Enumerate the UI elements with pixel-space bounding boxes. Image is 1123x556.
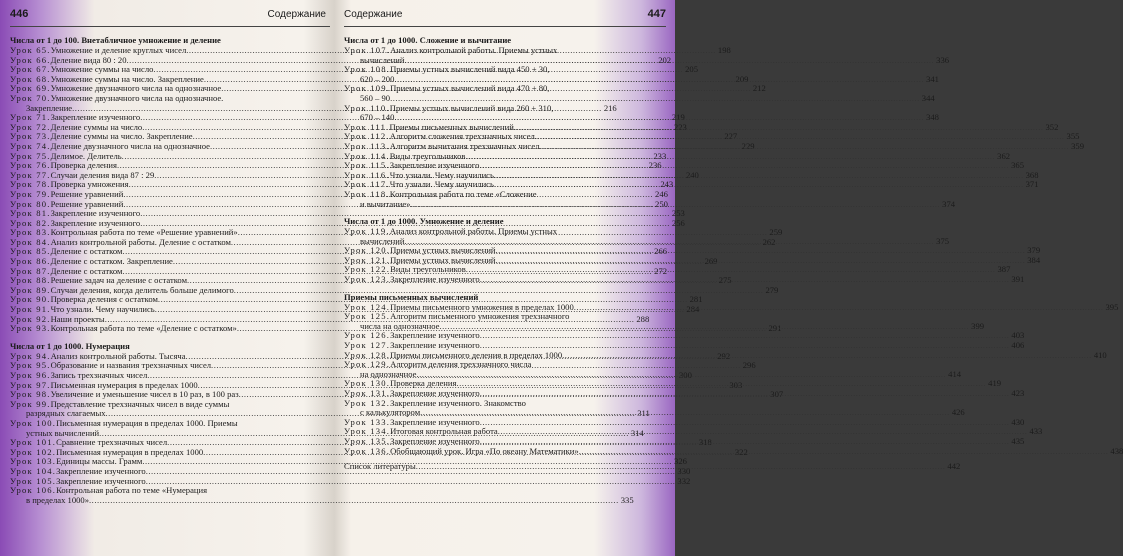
lesson-label: Урок 113.: [344, 140, 390, 151]
lesson-label: Урок 93.: [10, 323, 51, 334]
lesson-title: Проверка деления: [390, 378, 457, 389]
page-number: 259: [769, 227, 783, 238]
page-number: 365: [1011, 160, 1024, 171]
lesson-title: Единицы массы. Грамм: [56, 456, 143, 467]
lesson-title: Итоговая контрольная работа: [390, 426, 498, 437]
lesson-title: Представление трехзначных чисел в виде суммы: [50, 398, 230, 409]
lesson-title: Решение уравнений: [50, 188, 124, 199]
lesson-title: Проверка деления: [50, 160, 117, 171]
lesson-label: Урок 65.: [10, 45, 51, 55]
lesson-label: Урок 106.: [10, 485, 57, 496]
lesson-title: Закрепление изученного: [390, 274, 480, 285]
lesson-label: Урок 109.: [344, 83, 391, 94]
lesson-title: и вычитание»: [360, 198, 411, 209]
page-number: 279: [765, 284, 779, 295]
lesson-label: Урок 130.: [344, 378, 391, 389]
lesson-title: Контрольная работа по теме «Нумерация: [56, 485, 208, 496]
lesson-title: Закрепление изученного: [390, 330, 480, 341]
lesson-label: Урок 81.: [10, 208, 51, 219]
page-number: 341: [926, 73, 939, 84]
lesson-label: Урок 121.: [344, 254, 391, 265]
lesson-title: Умножение суммы на число. Закрепление: [50, 73, 204, 84]
lesson-label: Урок 67.: [10, 64, 51, 75]
lesson-title: Приемы письменного умножения в пределах 1000: [390, 301, 574, 312]
lesson-label: Урок 76.: [10, 160, 51, 171]
page-number: 209: [735, 73, 749, 84]
lesson-label: Урок 117.: [344, 179, 390, 190]
lesson-label: Урок 89.: [10, 284, 51, 295]
lesson-title: Приемы письменных вычислений: [389, 121, 514, 132]
page-number: 229: [741, 140, 755, 151]
lesson-title: Что узнали. Чему научились: [389, 169, 494, 180]
page-number: 371: [1025, 179, 1039, 190]
page-number: 288: [636, 313, 650, 324]
page-number: 284: [686, 304, 700, 315]
lesson-title: вычислений: [360, 235, 405, 246]
page-number: 433: [1029, 426, 1043, 437]
lesson-label: Урок 103.: [10, 456, 57, 467]
lesson-label: Урок 122.: [344, 264, 391, 275]
page-number: 212: [752, 83, 766, 94]
lesson-label: Урок 72.: [10, 121, 51, 132]
lesson-title: Алгоритм письменного умножения трехзначного: [390, 311, 570, 322]
page-number: 336: [936, 54, 950, 65]
lesson-label: Урок 129.: [344, 359, 391, 370]
page-number: 198: [717, 45, 731, 55]
lesson-title: числа на однозначное: [360, 320, 440, 331]
lesson-title: Что узнали. Чему научились: [50, 304, 155, 315]
bibliography-page: 442: [947, 461, 961, 472]
page-number: 227: [724, 131, 738, 142]
leader-dots: [574, 303, 1104, 313]
lesson-title: Обобщающий урок. Игра «По океану Математики»: [390, 445, 579, 456]
lesson-title: Анализ контрольной работы. Тысяча: [50, 350, 186, 361]
page-number: 374: [942, 198, 956, 209]
leader-dots: [480, 389, 1010, 399]
lesson-label: Урок 84.: [10, 236, 51, 247]
lesson-label: Урок 99.: [10, 398, 51, 409]
lesson-title: Приемы письменного деления в пределах 1000: [390, 349, 563, 360]
lesson-title: Приемы устных вычислений вида 450 + 30,: [390, 64, 550, 75]
lesson-label: Урок 132.: [344, 397, 391, 408]
lesson-title: Деление суммы на число: [50, 121, 143, 132]
page-number: 403: [1011, 330, 1025, 341]
lesson-title: Деление с остатком: [50, 246, 123, 257]
page-number: 355: [1066, 131, 1080, 142]
page-number: 368: [1025, 169, 1039, 180]
lesson-title: Приемы устных вычислений: [390, 245, 496, 256]
lesson-label: Урок 120.: [344, 245, 391, 256]
lesson-title: Закрепление изученного: [56, 475, 146, 486]
lesson-label: Урок 95.: [10, 360, 51, 371]
section-heading: Числа от 1 до 1000. Умножение и деление: [344, 216, 504, 227]
lesson-title: Деление суммы на число. Закрепление: [50, 131, 193, 142]
page-number: 335: [620, 494, 634, 505]
page-number: 423: [1011, 388, 1025, 398]
lesson-title: Случаи деления вида 87 : 29: [50, 169, 155, 180]
lesson-label: Урок 77.: [10, 169, 51, 180]
lesson-title: на однозначное: [360, 368, 417, 379]
page-number: 300: [678, 370, 692, 380]
lesson-title: Деление двузначного числа на однозначное: [50, 140, 210, 151]
page-number: 272: [654, 265, 668, 276]
lesson-title: Решение уравнений: [50, 198, 124, 209]
page-number: 233: [653, 150, 667, 161]
page-number: 387: [997, 264, 1011, 275]
page-number: 243: [660, 179, 674, 190]
page-number: 240: [685, 169, 699, 180]
lesson-label: Урок 80.: [10, 198, 51, 209]
left-running-head: Содержание: [267, 9, 326, 20]
lesson-label: Урок 96.: [10, 370, 51, 380]
lesson-label: Урок 88.: [10, 275, 51, 286]
lesson-label: Урок 110.: [344, 102, 390, 113]
lesson-title: Контрольная работа по теме «Решение уравнений»: [50, 227, 238, 238]
leader-dots: [562, 351, 1092, 361]
page-number: 326: [674, 456, 687, 467]
leader-dots: [579, 447, 1109, 457]
page-number: 395: [1105, 301, 1119, 312]
left-page-header: [10, 8, 330, 27]
lesson-label: Урок 133.: [344, 416, 391, 427]
page-number: 303: [729, 379, 743, 390]
lesson-label: Урок 73.: [10, 131, 51, 142]
lesson-label: Урок 82.: [10, 217, 51, 228]
page-number: 311: [637, 408, 650, 419]
lesson-label: Урок 79.: [10, 188, 51, 199]
page-number: 384: [1027, 254, 1041, 265]
lesson-title: Закрепление изученного: [390, 388, 480, 398]
lesson-title: Наши проекты: [50, 313, 105, 324]
page-number: 330: [677, 465, 691, 476]
lesson-title: Приемы устных вычислений вида 260 + 310,: [389, 102, 554, 113]
page-number: 399: [971, 320, 985, 331]
lesson-title: Письменная нумерация в пределах 1000: [56, 446, 204, 457]
lesson-title: Контрольная работа по теме «Сложение: [389, 188, 537, 199]
page-number: 410: [1093, 349, 1107, 360]
toc-entry: [344, 397, 965, 418]
lesson-label: Урок 128.: [344, 349, 391, 360]
lesson-label: Урок 68.: [10, 73, 51, 84]
page-number: 291: [768, 323, 782, 334]
lesson-label: Урок 126.: [344, 330, 391, 341]
lesson-title: Образование и названия трехзначных чисел: [50, 360, 212, 371]
page-number: 296: [742, 360, 756, 371]
lesson-label: Урок 104.: [10, 465, 57, 476]
page-number: 318: [698, 437, 712, 448]
lesson-title: Закрепление изученного: [390, 435, 480, 446]
page-number: 246: [655, 188, 668, 199]
page-number: 223: [673, 121, 687, 132]
left-page-number: 446: [10, 8, 29, 20]
page-number: 322: [734, 446, 748, 457]
toc-entry: [344, 188, 956, 209]
lesson-label: Урок 118.: [344, 188, 390, 199]
page-number: 262: [762, 236, 776, 247]
lesson-title: Анализ контрольной работы. Деление с остатком: [50, 236, 231, 247]
lesson-label: Урок 131.: [344, 388, 391, 398]
lesson-title: Алгоритм вычитания трехзначных чисел: [389, 140, 540, 151]
lesson-title: Закрепление изученного. Знакомство: [390, 397, 526, 408]
section-gap: [10, 334, 330, 339]
lesson-label: Урок 69.: [10, 83, 51, 94]
lesson-label: Урок 107.: [344, 45, 391, 55]
lesson-label: Урок 83.: [10, 227, 51, 238]
lesson-title: Приемы устных вычислений: [390, 254, 496, 265]
toc-entry-line: [344, 198, 956, 210]
lesson-title: 560 – 90: [360, 92, 391, 103]
section-heading: Числа от 1 до 100. Внетабличное умножение и деление: [10, 35, 221, 45]
lesson-title: Запись трехзначных чисел: [50, 370, 148, 380]
lesson-title: вычислений: [360, 54, 405, 65]
section-heading: Числа от 1 до 1000. Нумерация: [10, 340, 130, 351]
lesson-title: Анализ контрольной работы. Приемы устных: [390, 45, 558, 55]
lesson-label: Урок 119.: [344, 226, 390, 237]
lesson-title: Анализ контрольной работы. Приемы устных: [389, 226, 558, 237]
lesson-title: Закрепление изученного: [50, 217, 141, 228]
lesson-title: в пределах 1000»: [26, 494, 90, 505]
page-number: 438: [1110, 445, 1123, 456]
lesson-label: Урок 101.: [10, 437, 57, 448]
toc-entry-line: [10, 494, 634, 506]
lesson-title: Алгоритм деления трехзначного числа: [390, 359, 532, 370]
section-gap: [344, 209, 666, 214]
page-number: 266: [654, 246, 668, 257]
lesson-label: Урок 94.: [10, 350, 51, 361]
page-number: 292: [717, 350, 731, 361]
lesson-title: Закрепление изученного: [50, 208, 141, 219]
right-page-header: [344, 8, 666, 27]
page-number: 419: [988, 378, 1002, 389]
lesson-title: Увеличение и уменьшение чисел в 10 раз, в 100 раз: [50, 389, 239, 400]
section-heading: Приемы письменных вычислений: [344, 291, 479, 302]
page-number: 362: [997, 150, 1011, 161]
lesson-label: Урок 85.: [10, 246, 51, 257]
lesson-title: с калькулятором: [360, 407, 421, 418]
leader-dots: [416, 462, 946, 472]
page-number: 391: [1011, 274, 1025, 285]
lesson-label: Урок 125.: [344, 311, 391, 322]
lesson-label: Урок 124.: [344, 301, 391, 312]
lesson-title: Умножение и деление круглых чисел: [50, 45, 187, 55]
page-number: 379: [1027, 245, 1041, 256]
lesson-label: Урок 115.: [344, 160, 390, 171]
page-number: 202: [658, 54, 672, 65]
lesson-label: Урок 86.: [10, 256, 51, 267]
page-number: 435: [1011, 435, 1025, 446]
page-number: 253: [671, 208, 685, 219]
right-running-head: Содержание: [344, 9, 403, 20]
lesson-label: Урок 123.: [344, 274, 391, 285]
lesson-title: Закрепление изученного: [56, 465, 146, 476]
page-number: 250: [655, 198, 668, 209]
leader-dots: [410, 200, 940, 210]
page-number: 256: [671, 217, 685, 228]
page-number: 375: [936, 235, 950, 246]
lesson-title: Контрольная работа по теме «Деление с остатком»: [50, 323, 237, 334]
page-number: 307: [770, 389, 784, 400]
lesson-label: Урок 70.: [10, 92, 51, 103]
page-number: 219: [671, 112, 685, 123]
lesson-label: Урок 134.: [344, 426, 391, 437]
lesson-title: Закрепление изученного: [390, 416, 480, 427]
lesson-title: Закрепление: [26, 102, 73, 113]
page-number: 426: [951, 407, 965, 418]
lesson-title: разрядных слагаемых: [26, 408, 106, 419]
lesson-title: Проверка умножения: [50, 179, 129, 190]
toc-entry: [10, 485, 634, 505]
page-number: 430: [1011, 416, 1025, 427]
lesson-title: Алгоритм сложения трехзначных чисел: [389, 131, 535, 142]
page-number: 406: [1011, 340, 1025, 351]
lesson-title: Письменная нумерация в пределах 1000. Приемы: [56, 417, 238, 428]
lesson-label: Урок 102.: [10, 446, 57, 457]
section-heading: Числа от 1 до 1000. Сложение и вычитание: [344, 35, 512, 45]
leader-dots: [494, 180, 1024, 190]
lesson-title: Деление вида 80 : 20: [50, 54, 127, 65]
lesson-title: Письменная нумерация в пределах 1000: [50, 379, 198, 390]
lesson-title: Закрепление изученного: [50, 112, 141, 123]
leader-dots: [480, 275, 1010, 285]
lesson-label: Урок 66.: [10, 54, 51, 65]
lesson-title: Деление с остатком. Закрепление: [50, 256, 173, 267]
page-number: 281: [689, 294, 703, 305]
lesson-label: Урок 136.: [344, 445, 391, 456]
page-number: 359: [1071, 140, 1085, 151]
lesson-label: Урок 100.: [10, 417, 57, 428]
lesson-label: Урок 127.: [344, 340, 391, 351]
lesson-label: Урок 91.: [10, 304, 51, 315]
lesson-label: Урок 97.: [10, 379, 51, 390]
page-number: 216: [603, 102, 617, 113]
lesson-title: Закрепление изученного: [389, 160, 480, 171]
lesson-title: 670 – 140: [360, 112, 395, 123]
lesson-label: Урок 75.: [10, 150, 51, 161]
lesson-title: Приемы устных вычислений вида 470 + 80,: [390, 83, 550, 94]
lesson-title: Деление с остатком: [50, 265, 123, 276]
page-number: 414: [948, 368, 962, 379]
lesson-title: Случаи деления, когда делитель больше делимого: [50, 284, 234, 295]
page-number: 236: [648, 160, 662, 171]
lesson-label: Урок 114.: [344, 150, 390, 161]
lesson-label: Урок 98.: [10, 389, 51, 400]
lesson-title: Умножение двузначного числа на однозначное.: [50, 92, 224, 103]
lesson-label: Урок 78.: [10, 179, 51, 190]
lesson-title: 620 – 200: [360, 73, 395, 84]
lesson-title: Решение задач на деление с остатком: [50, 275, 188, 286]
lesson-label: Урок 90.: [10, 294, 51, 305]
page-number: 314: [630, 427, 644, 438]
lesson-label: Урок 105.: [10, 475, 57, 486]
lesson-title: устных вычислений: [26, 427, 100, 438]
lesson-label: Урок 71.: [10, 112, 51, 123]
lesson-title: Умножение двузначного числа на однозначное: [50, 83, 222, 94]
page-number: 269: [704, 256, 718, 267]
page-number: 205: [685, 64, 698, 75]
page-number: 348: [926, 112, 939, 123]
lesson-title: Виды треугольников: [390, 264, 466, 275]
lesson-title: Умножение суммы на число: [50, 64, 154, 75]
lesson-label: Урок 111.: [344, 121, 390, 132]
lesson-label: Урок 112.: [344, 131, 390, 142]
lesson-title: Сравнение трехзначных чисел: [56, 437, 168, 448]
section-gap: [344, 285, 666, 290]
right-page-number: 447: [647, 8, 666, 20]
lesson-label: Урок 92.: [10, 313, 51, 324]
lesson-label: Урок 135.: [344, 435, 391, 446]
lesson-title: Что узнали. Чему научились: [389, 179, 494, 190]
lesson-title: Делимое. Делитель: [50, 150, 122, 161]
lesson-label: Урок 108.: [344, 64, 391, 75]
page-number: 352: [1045, 121, 1059, 132]
lesson-title: Проверка деления с остатком: [50, 294, 158, 305]
lesson-title: Виды треугольников: [389, 150, 466, 161]
lesson-title: Закрепление изученного: [390, 340, 480, 351]
page-number: 275: [718, 275, 732, 286]
lesson-label: Урок 87.: [10, 265, 51, 276]
page-number: 332: [677, 475, 691, 486]
lesson-label: Урок 74.: [10, 140, 51, 151]
bibliography-label: Список литературы: [344, 461, 416, 472]
page-number: 344: [921, 92, 935, 103]
lesson-label: Урок 116.: [344, 169, 390, 180]
